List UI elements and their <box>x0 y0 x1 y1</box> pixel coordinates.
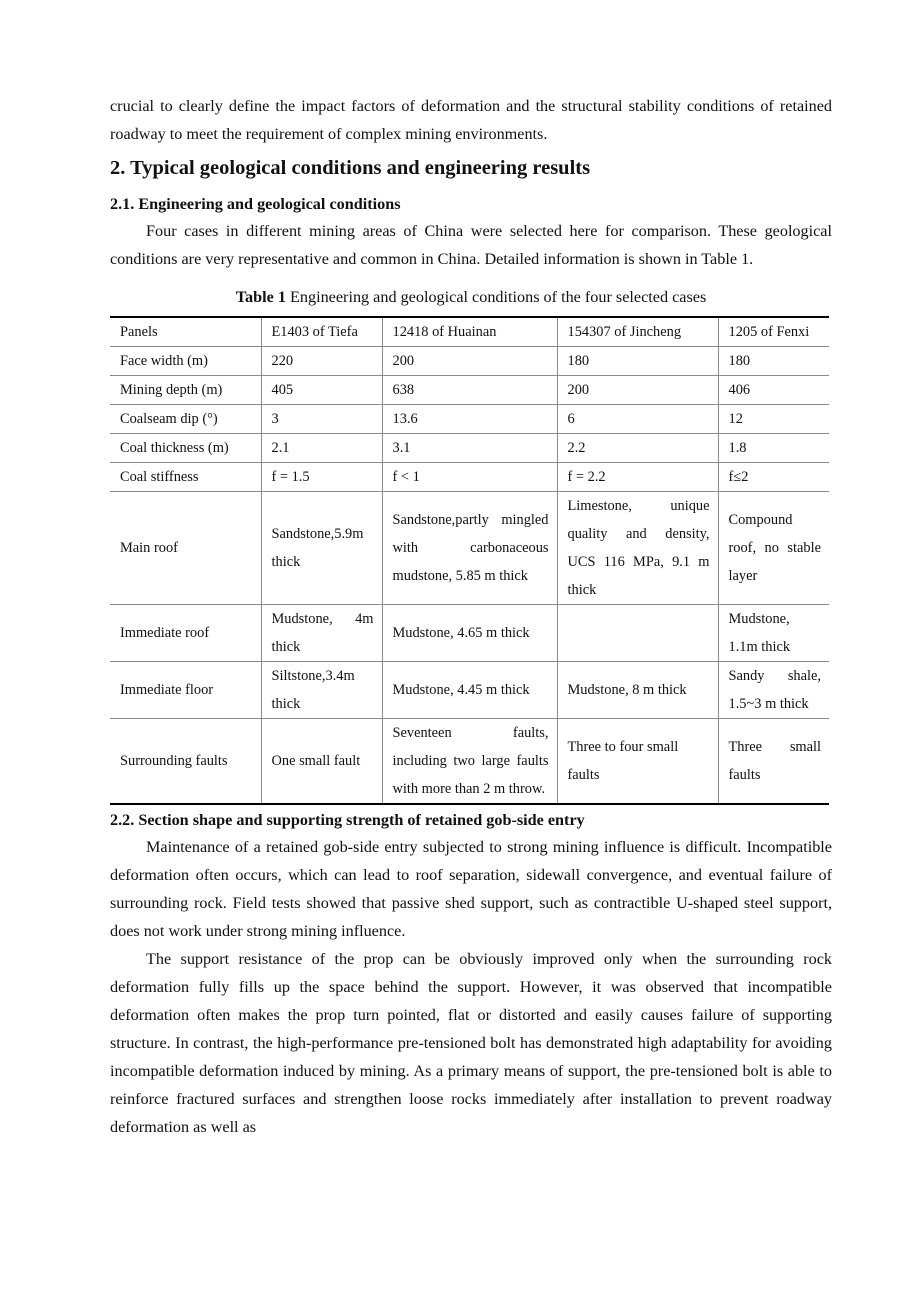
table-row <box>110 605 829 662</box>
table-cell: Coal stiffness <box>110 463 261 492</box>
table-cell: Coalseam dip (°) <box>110 405 261 434</box>
table-cell: Immediate roof <box>110 605 261 662</box>
table-row <box>110 376 829 405</box>
header-cell: 154307 of Jincheng <box>557 317 718 347</box>
table-header-row <box>110 317 829 347</box>
table-cell: 200 <box>557 376 718 405</box>
table-row <box>110 662 829 719</box>
table-cell: Immediate floor <box>110 662 261 719</box>
table-cell: Seventeen faults, including two large faults with more than 2 m throw. <box>382 719 557 805</box>
table-cell: One small fault <box>261 719 382 805</box>
table-caption-label: Table 1 <box>235 288 286 306</box>
table-cell: f < 1 <box>382 463 557 492</box>
table-cell: 200 <box>382 347 557 376</box>
header-cell: 12418 of Huainan <box>382 317 557 347</box>
table-row <box>110 492 829 605</box>
table-cell: f≤2 <box>718 463 829 492</box>
table-cell: Sandstone,5.9m thick <box>261 492 382 605</box>
table-cell: 6 <box>557 405 718 434</box>
table-row <box>110 719 829 805</box>
subsection-2-heading: 2.2. Section shape and supporting strength of retained gob-side entry <box>110 811 585 829</box>
table-cell: Mining depth (m) <box>110 376 261 405</box>
table-cell: Surrounding faults <box>110 719 261 805</box>
table-row <box>110 434 829 463</box>
subsection-2-paragraph-1: Maintenance of a retained gob-side entry subjected to strong mining influence is difficult. Incompatible deformation often occurs, which can lead to roof separation, sidewall convergence, and eventual failure of surrounding rock. Field tests showed that passive shed support, such as contractible U-shaped steel support, does not work under strong mining influence. <box>110 838 832 940</box>
table-cell: Mudstone, 1.1m thick <box>718 605 829 662</box>
header-cell: 1205 of Fenxi <box>718 317 829 347</box>
table-caption <box>110 282 832 312</box>
table-cell: Siltstone,3.4m thick <box>261 662 382 719</box>
table-cell: 1.8 <box>718 434 829 463</box>
table-cell: Three to four small faults <box>557 719 718 805</box>
table-cell: Mudstone, 4m thick <box>261 605 382 662</box>
subsection-1-heading: 2.1. Engineering and geological conditions <box>110 195 401 213</box>
table-cell: 180 <box>718 347 829 376</box>
table-cell: 3 <box>261 405 382 434</box>
header-cell: E1403 of Tiefa <box>261 317 382 347</box>
conditions-table <box>110 316 829 805</box>
table-cell: f = 1.5 <box>261 463 382 492</box>
table-cell: 180 <box>557 347 718 376</box>
table-row <box>110 463 829 492</box>
table-cell <box>557 605 718 662</box>
table-cell: Mudstone, 4.45 m thick <box>382 662 557 719</box>
intro-paragraph: crucial to clearly define the impact factors of deformation and the structural stability conditions of retained roadway to meet the requirement of complex mining environments. <box>110 97 832 143</box>
table-cell: 3.1 <box>382 434 557 463</box>
table-cell: 220 <box>261 347 382 376</box>
table-cell: 2.1 <box>261 434 382 463</box>
table-cell: Limestone, unique quality and density, UCS 116 MPa, 9.1 m thick <box>557 492 718 605</box>
table-caption-text: Engineering and geological conditions of the four selected cases <box>285 288 707 306</box>
table-cell: 12 <box>718 405 829 434</box>
table-cell: 638 <box>382 376 557 405</box>
section-heading: 2. Typical geological conditions and engineering results <box>110 157 591 179</box>
subsection-2-paragraph-2: The support resistance of the prop can be obviously improved only when the surrounding rock deformation fully fills up the space behind the support. However, it was observed that incompatible deformation often makes the prop turn pointed, flat or distorted and easily causes failure of supporting structure. In contrast, the high-performance pre-tensioned bolt has demonstrated high adaptability for avoiding incompatible deformation induced by mining. As a primary means of support, the pre-tensioned bolt is able to reinforce fractured surfaces and strengthen loose rocks immediately after installation to prevent roadway deformation as well as <box>110 950 832 1136</box>
table-row <box>110 405 829 434</box>
table-cell: Mudstone, 4.65 m thick <box>382 605 557 662</box>
table-cell: Main roof <box>110 492 261 605</box>
table-cell: Sandy shale, 1.5~3 m thick <box>718 662 829 719</box>
table-cell: 2.2 <box>557 434 718 463</box>
table-cell: 405 <box>261 376 382 405</box>
table-cell: Face width (m) <box>110 347 261 376</box>
table-cell: Sandstone,partly mingled with carbonaceous mudstone, 5.85 m thick <box>382 492 557 605</box>
table-cell: Coal thickness (m) <box>110 434 261 463</box>
paper-page <box>110 92 832 1141</box>
table-row <box>110 347 829 376</box>
table-cell: Three small faults <box>718 719 829 805</box>
table-cell: f = 2.2 <box>557 463 718 492</box>
table-cell: Mudstone, 8 m thick <box>557 662 718 719</box>
subsection-1-paragraph: Four cases in different mining areas of China were selected here for comparison. These geological conditions are very representative and common in China. Detailed information is shown in Table 1. <box>110 222 832 268</box>
header-cell: Panels <box>120 324 158 340</box>
table-cell: 13.6 <box>382 405 557 434</box>
table-cell: Compound roof, no stable layer <box>718 492 829 605</box>
table-cell: 406 <box>718 376 829 405</box>
